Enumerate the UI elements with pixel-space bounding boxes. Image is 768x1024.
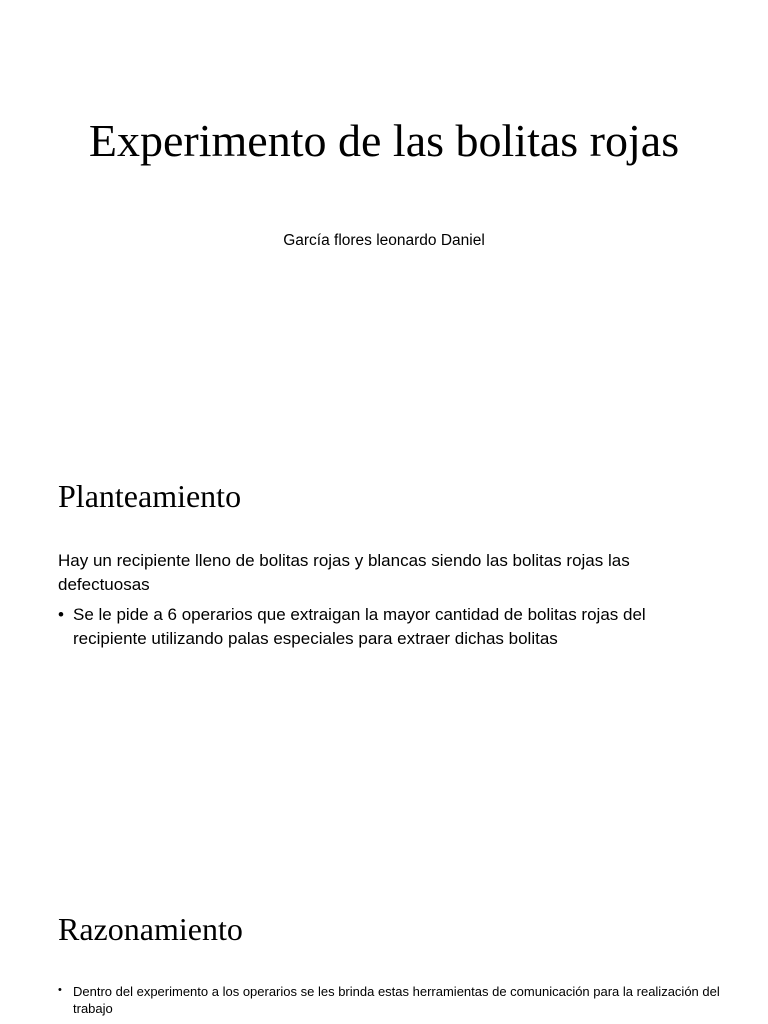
body-paragraph: Hay un recipiente lleno de bolitas rojas y blancas siendo las bolitas rojas las defectuosas — [58, 551, 630, 594]
presentation-title: Experimento de las bolitas rojas — [88, 115, 680, 166]
slide-heading: Planteamiento — [58, 478, 242, 514]
bullet-text: Se le pide a 6 operarios que extraigan la mayor cantidad de bolitas rojas del recipiente utilizando palas especiales para extraer dichas bolitas — [73, 605, 646, 648]
bullet-item — [58, 603, 720, 651]
bullet-item — [58, 983, 720, 1017]
slide-title — [0, 0, 768, 432]
slide-body — [58, 549, 720, 651]
slide-heading: Razonamiento — [58, 911, 243, 947]
slide-body — [58, 983, 720, 1017]
bullet-text: Dentro del experimento a los operarios se les brinda estas herramientas de comunicación para la realización del trabajo — [73, 984, 720, 1016]
slide-razonamiento — [0, 864, 768, 1024]
bullet-icon: • — [58, 984, 62, 996]
bullet-icon: • — [58, 605, 64, 624]
slide-planteamiento — [0, 432, 768, 864]
presentation-author: García flores leonardo Daniel — [283, 232, 485, 249]
